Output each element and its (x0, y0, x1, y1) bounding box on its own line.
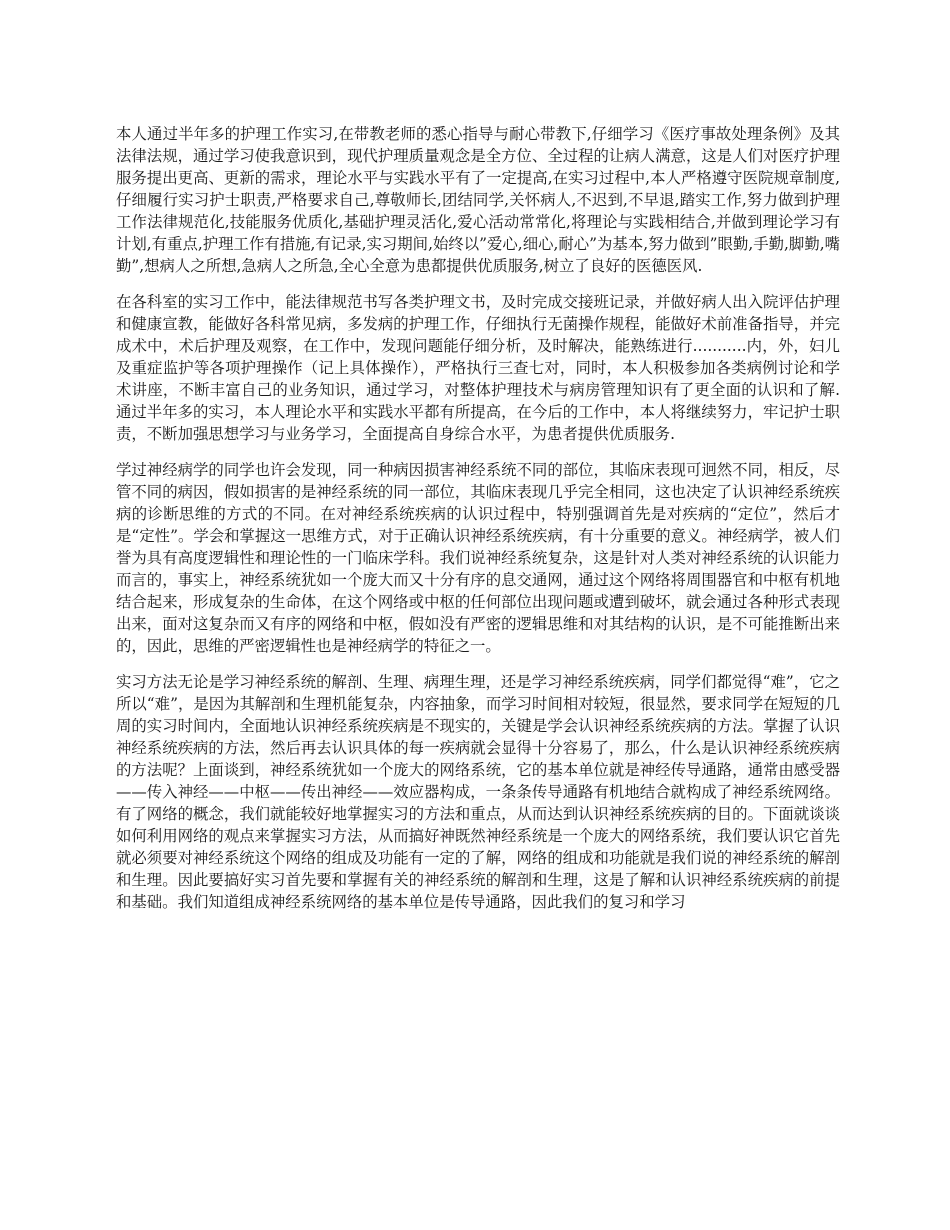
paragraph-2: 在各科室的实习工作中，能法律规范书写各类护理文书，及时完成交接班记录，并做好病人出入院评估护理和健康宣教，能做好各科常见病，多发病的护理工作，仔细执行无菌操作规程，能做好术前准备指导，并完成术中，术后护理及观察，在工作中，发现问题能仔细分析，及时解决，能熟练进行...........内，外，妇儿及重症监护等各项护理操作（记上具体操作），严格执行三查七对，同时，本人积极参加各类病例讨论和学术讲座，不断丰富自己的业务知识，通过学习，对整体护理技术与病房管理知识有了更全面的认识和了解. 通过半年多的实习，本人理论水平和实践水平都有所提高，在今后的工作中，本人将继续努力，牢记护士职责，不断加强思想学习与业务学习，全面提高自身综合水平，为患者提供优质服务. (116, 293, 840, 443)
paragraph-1: 本人通过半年多的护理工作实习,在带教老师的悉心指导与耐心带教下,仔细学习《医疗事故处理条例》及其法律法规，通过学习使我意识到，现代护理质量观念是全方位、全过程的让病人满意，这是人们对医疗护理服务提出更高、更新的需求，理论水平与实践水平有了一定提高,在实习过程中,本人严格遵守医院规章制度,仔细履行实习护士职责,严格要求自己,尊敬师长,团结同学,关怀病人,不迟到,不早退,踏实工作,努力做到护理工作法律规范化,技能服务优质化,基础护理灵活化,爱心活动常常化,将理论与实践相结合,并做到理论学习有计划,有重点,护理工作有措施,有记录,实习期间,始终以”爱心,细心,耐心”为基本,努力做到”眼勤,手勤,脚勤,嘴勤”,想病人之所想,急病人之所急,全心全意为患都提供优质服务,树立了良好的医德医风. (116, 125, 840, 275)
document-body (116, 123, 840, 927)
paragraph-3: 学过神经病学的同学也许会发现，同一种病因损害神经系统不同的部位，其临床表现可迥然不同，相反，尽管不同的病因，假如损害的是神经系统的同一部位，其临床表现几乎完全相同，这也决定了认识神经系统疾病的诊断思维的方式的不同。在对神经系统疾病的认识过程中，特别强调首先是对疾病的“定位”，然后才是“定性”。学会和掌握这一思维方式，对于正确认识神经系统疾病，有十分重要的意义。神经病学，被人们誉为具有高度逻辑性和理论性的一门临床学科。我们说神经系统复杂，这是针对人类对神经系统的认识能力而言的，事实上，神经系统犹如一个庞大而又十分有序的息交通网，通过这个网络将周围器官和中枢有机地结合起来，形成复杂的生命体，在这个网络或中枢的任何部位出现问题或遭到破坏，就会通过各种形式表现出来，面对这复杂而又有序的网络和中枢，假如没有严密的逻辑思维和对其结构的认识，是不可能推断出来的，因此，思维的严密逻辑性也是神经病学的特征之一。 (116, 461, 840, 655)
paragraph-4: 实习方法无论是学习神经系统的解剖、生理、病理生理，还是学习神经系统疾病，同学们都觉得“难”，它之所以“难”，是因为其解剖和生理机能复杂，内容抽象，而学习时间相对较短，很显然，要求同学在短短的几周的实习时间内，全面地认识神经系统疾病是不现实的，关键是学会认识神经系统疾病的方法。掌握了认识神经系统疾病的方法，然后再去认识具体的每一疾病就会显得十分容易了，那么，什么是认识神经系统疾病的方法呢？上面谈到，神经系统犹如一个庞大的网络系统，它的基本单位就是神经传导通路，通常由感受器——传入神经——中枢——传出神经——效应器构成，一条条传导通路有机地结合就构成了神经系统网络。有了网络的概念，我们就能较好地掌握实习的方法和重点，从而达到认识神经系统疾病的目的。下面就谈谈如何利用网络的观点来掌握实习方法，从而搞好神既然神经系统是一个庞大的网络系统，我们要认识它首先就必须要对神经系统这个网络的组成及功能有一定的了解，网络的组成和功能就是我们说的神经系统的解剖和生理。因此要搞好实习首先要和掌握有关的神经系统的解剖和生理，这是了解和认识神经系统疾病的前提和基础。我们知道组成神经系统网络的基本单位是传导通路，因此我们的复习和学习 (116, 673, 840, 911)
